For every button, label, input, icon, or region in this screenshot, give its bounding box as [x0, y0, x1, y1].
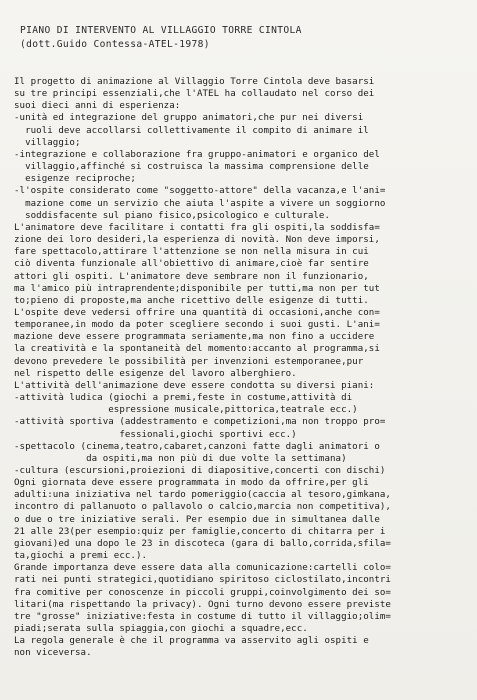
text-line: litari(ma rispettando la privacy). Ogni turno devono essere previste [14, 599, 391, 610]
text-line: Il progetto di animazione al Villaggio Torre Cintola deve basarsi [14, 77, 375, 87]
text-line: non viceversa. [14, 648, 92, 659]
text-line: L'animatore deve facilitare i contatti fra gli ospiti,la soddisfa= [14, 222, 380, 233]
text-line: piadi;serata sulla spiaggia,con giochi a squadre,ecc. [14, 624, 308, 635]
text-line: suoi dieci anni di esperienza: [14, 101, 181, 112]
text-line: 21 alle 23(per esempio:quiz per famiglie,concerto di chitarra per i [14, 526, 386, 537]
text-line: -l'ospite considerato come "soggetto-attore" della vacanza,e l'ani= [14, 186, 386, 197]
document-header [20, 24, 467, 52]
text-line: adulti:una iniziativa nel tardo pomeriggio(caccia al tesoro,gimkana, [14, 490, 391, 501]
text-line: villaggio; [14, 137, 81, 148]
text-line: fra comitive per conoscenze in piccoli gruppi,coinvolgimento dei so= [14, 587, 391, 598]
text-line: L'ospite deve vedersi offrire una quantità di occasioni,anche con= [14, 307, 380, 318]
text-line: mazione come un servizio che aiuta l'aspite a vivere un soggiorno [14, 198, 386, 209]
text-line: ruoli deve accollarsi collettivamente il compito di animare il [14, 125, 369, 136]
text-line: giovani)ed una dopo le 23 in discoteca (gara di ballo,corrida,sfila= [14, 538, 391, 549]
text-line: -attività sportiva (addestramento e competizioni,ma non troppo pro= [14, 417, 386, 428]
text-line: la creatività e la spontaneità del momento:accanto al programma,si [14, 344, 380, 355]
text-line: ma l'amico più intraprendente;disponibile per tutti,ma non per tut [14, 283, 380, 294]
text-line: mazione deve essere programmata seriamente,ma non fino a uccidere [14, 332, 375, 343]
text-line: -spettacolo (cinema,teatro,cabaret,canzoni fatte dagli animatori o [14, 441, 380, 452]
text-line: fare spettacolo,attirare l'attenzione se non nella misura in cui [14, 247, 369, 258]
document-title: PIANO DI INTERVENTO AL VILLAGGIO TORRE CINTOLA [20, 25, 302, 36]
text-line: incontro di pallanuoto o pallavolo o calcio,marcia non competitiva), [14, 502, 391, 513]
text-line: La regola generale è che il programma va asservito agli ospiti e [14, 636, 369, 647]
text-line: da ospiti,ma non più di due volte la settimana) [14, 453, 347, 464]
document-author-line: (dott.Guido Contessa-ATEL-1978) [20, 39, 210, 50]
text-line: su tre principi essenziali,che l'ATEL ha collaudato nel corso dei [14, 89, 375, 100]
document-body [14, 76, 467, 660]
text-line: espressione musicale,pittorica,teatrale ecc.) [14, 405, 358, 416]
text-line: rati nei punti strategici,quotidiano spiritoso ciclostilato,incontri [14, 575, 391, 586]
text-line: to;pieno di proposte,ma anche ricettivo delle esigenze di tutti. [14, 295, 369, 306]
text-line: villaggio,affinché si costruisca la massima comprensione delle [14, 162, 369, 173]
text-line: Ogni giornata deve essere programmata in modo da offrire,per gli [14, 478, 369, 489]
text-line: -integrazione e collaborazione fra gruppo-animatori e organico del [14, 149, 380, 160]
text-line: -cultura (escursioni,proiezioni di diapositive,concerti con dischi) [14, 466, 386, 476]
text-line: devono prevedere le possibilità per invenzioni estemporanee,pur [14, 356, 364, 367]
text-line: tre "grosse" iniziative:festa in costume di tutto il villaggio;olim= [14, 611, 391, 622]
text-line: fessionali,giochi sportivi ecc.) [14, 429, 297, 440]
text-line: soddisfacente sul piano fisico,psicologico e culturale. [14, 210, 330, 221]
text-line: attori gli ospiti. L'animatore deve sembrare non il funzionario, [14, 271, 369, 282]
text-line: temporanee,in modo da poter scegliere secondo i suoi gusti. L'ani= [14, 320, 380, 331]
text-line: Grande importanza deve essere data alla comunicazione:cartelli colo= [14, 563, 391, 574]
text-line: -unità ed integrazione del gruppo animatori,che pur nei diversi [14, 113, 364, 124]
text-line: L'attività dell'animazione deve essere condotta su diversi piani: [14, 380, 375, 391]
text-line: -attività ludica (giochi a premi,feste in costume,attività di [14, 393, 353, 404]
text-line: esigenze reciproche; [14, 174, 136, 185]
text-line: ciò diventa funzionale all'obiettivo di animare,cioè far sentire [14, 259, 369, 270]
text-line: o due o tre iniziative serali. Per esempio due in simultanea dalle [14, 514, 380, 525]
text-line: zione dei loro desideri,la esperienza di novità. Non deve imporsi, [14, 235, 380, 246]
text-line: nel rispetto delle esigenze del lavoro alberghiero. [14, 368, 297, 379]
text-line: ta,giochi a premi ecc.). [14, 551, 148, 562]
